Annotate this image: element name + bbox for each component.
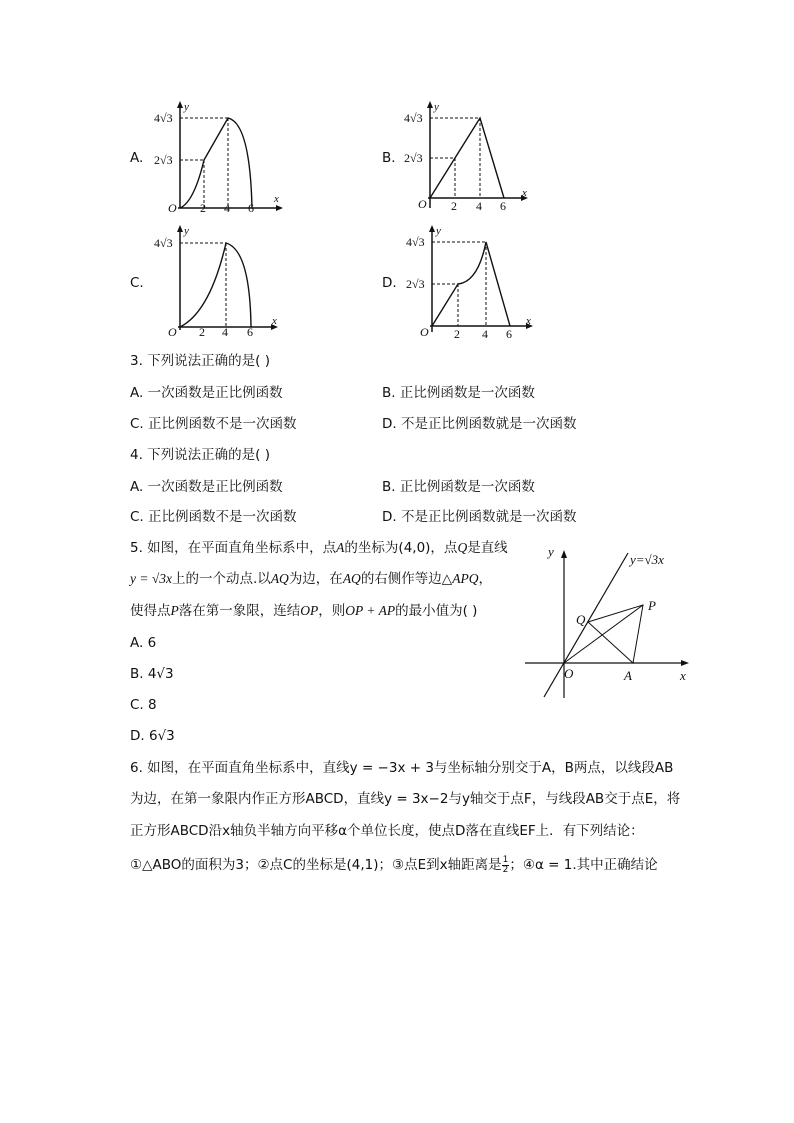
x-axis-label: x: [274, 193, 279, 205]
point-a-label: A: [624, 668, 632, 683]
option-d-letter: D.: [382, 275, 397, 291]
option-a-letter: A.: [130, 150, 144, 166]
graph-option-b: [400, 98, 540, 216]
q6-line-2: 为边，在第一象限内作正方形ABCD，直线y = 3x−2与y轴交于点F，与线段AB交于点E，将: [130, 791, 681, 807]
q5-figure: [520, 540, 695, 702]
q5-line-3: 使得点P落在第一象限，连结OP，则OP + AP的最小值为( ): [130, 603, 478, 619]
q5-line-2: y = √3x上的一个动点.以AQ为边，在AQ的右侧作等边△APQ，: [130, 571, 492, 587]
point-p-label: P: [648, 598, 656, 613]
q4-option-d: D. 不是正比例函数就是一次函数: [382, 509, 577, 525]
q5-option-b: B. 4√3: [130, 666, 174, 682]
x-tick-4: 4: [222, 325, 228, 339]
option-b-letter: B.: [382, 150, 396, 166]
x-axis-label: x: [526, 315, 531, 327]
y-tick-mid: 2√3: [404, 151, 423, 165]
y-axis-label: y: [184, 101, 189, 113]
x-tick-4: 4: [476, 199, 482, 213]
q5-option-c: C. 8: [130, 697, 157, 713]
origin-label: O: [418, 197, 427, 211]
q4-option-b: B. 正比例函数是一次函数: [382, 479, 535, 495]
y-tick-high: 4√3: [154, 111, 173, 125]
graph-option-a: [150, 98, 290, 216]
q3-option-c: C. 正比例函数不是一次函数: [130, 416, 297, 432]
q5-option-d: D. 6√3: [130, 728, 175, 744]
x-tick-2: 2: [451, 199, 457, 213]
line-label: y=√3x: [630, 552, 664, 567]
point-o-label: O: [564, 666, 574, 681]
y-tick-high: 4√3: [154, 236, 173, 250]
q6-line-3: 正方形ABCD沿x轴负半轴方向平移α个单位长度，使点D落在直线EF上．有下列结论：: [130, 823, 644, 839]
x-axis-label: x: [522, 187, 527, 199]
point-q-label: Q: [576, 612, 586, 627]
y-axis-label: y: [436, 225, 441, 237]
q4-option-a: A. 一次函数是正比例函数: [130, 479, 283, 495]
y-tick-high: 4√3: [404, 111, 423, 125]
x-tick-2: 2: [200, 201, 206, 215]
q6-line-1: 6. 如图，在平面直角坐标系中，直线y = −3x + 3与坐标轴分别交于A，B两点，以线段AB: [130, 760, 674, 776]
y-tick-high: 4√3: [406, 235, 425, 249]
x-axis-label: x: [272, 315, 277, 327]
x-tick-6: 6: [248, 201, 254, 215]
q3-option-b: B. 正比例函数是一次函数: [382, 385, 535, 401]
x-axis-label: x: [680, 668, 686, 683]
x-tick-6: 6: [500, 199, 506, 213]
graph-option-d: [402, 222, 542, 340]
y-axis-label: y: [434, 101, 439, 113]
x-tick-4: 4: [482, 327, 488, 340]
y-tick-mid: 2√3: [406, 277, 425, 291]
q4-option-c: C. 正比例函数不是一次函数: [130, 509, 297, 525]
x-tick-2: 2: [454, 327, 460, 340]
q3-stem: 3. 下列说法正确的是( ): [130, 353, 270, 369]
q6-line-4: ①△ABO的面积为3；②点C的坐标是(4,1)；③点E到x轴距离是 $\frac{1}{2}$ ；④α = 1.其中正确结论: [130, 854, 658, 875]
origin-label: O: [168, 325, 177, 339]
q3-option-d: D. 不是正比例函数就是一次函数: [382, 416, 577, 432]
origin-label: O: [168, 201, 177, 215]
q5-option-a: A. 6: [130, 635, 157, 651]
option-c-letter: C.: [130, 275, 144, 291]
q4-stem: 4. 下列说法正确的是( ): [130, 447, 270, 463]
x-tick-2: 2: [199, 325, 205, 339]
x-tick-4: 4: [224, 201, 230, 215]
x-tick-6: 6: [506, 327, 512, 340]
fraction-one-half: $\frac{1}{2}$: [502, 854, 509, 875]
x-tick-6: 6: [247, 325, 253, 339]
y-axis-label: y: [184, 225, 189, 237]
y-axis-label: y: [548, 544, 554, 559]
graph-option-c: [150, 222, 290, 340]
y-tick-mid: 2√3: [154, 153, 173, 167]
origin-label: O: [420, 325, 429, 339]
q3-option-a: A. 一次函数是正比例函数: [130, 385, 283, 401]
q5-line-1: 5. 如图，在平面直角坐标系中，点A的坐标为(4,0)，点Q是直线: [130, 540, 508, 556]
